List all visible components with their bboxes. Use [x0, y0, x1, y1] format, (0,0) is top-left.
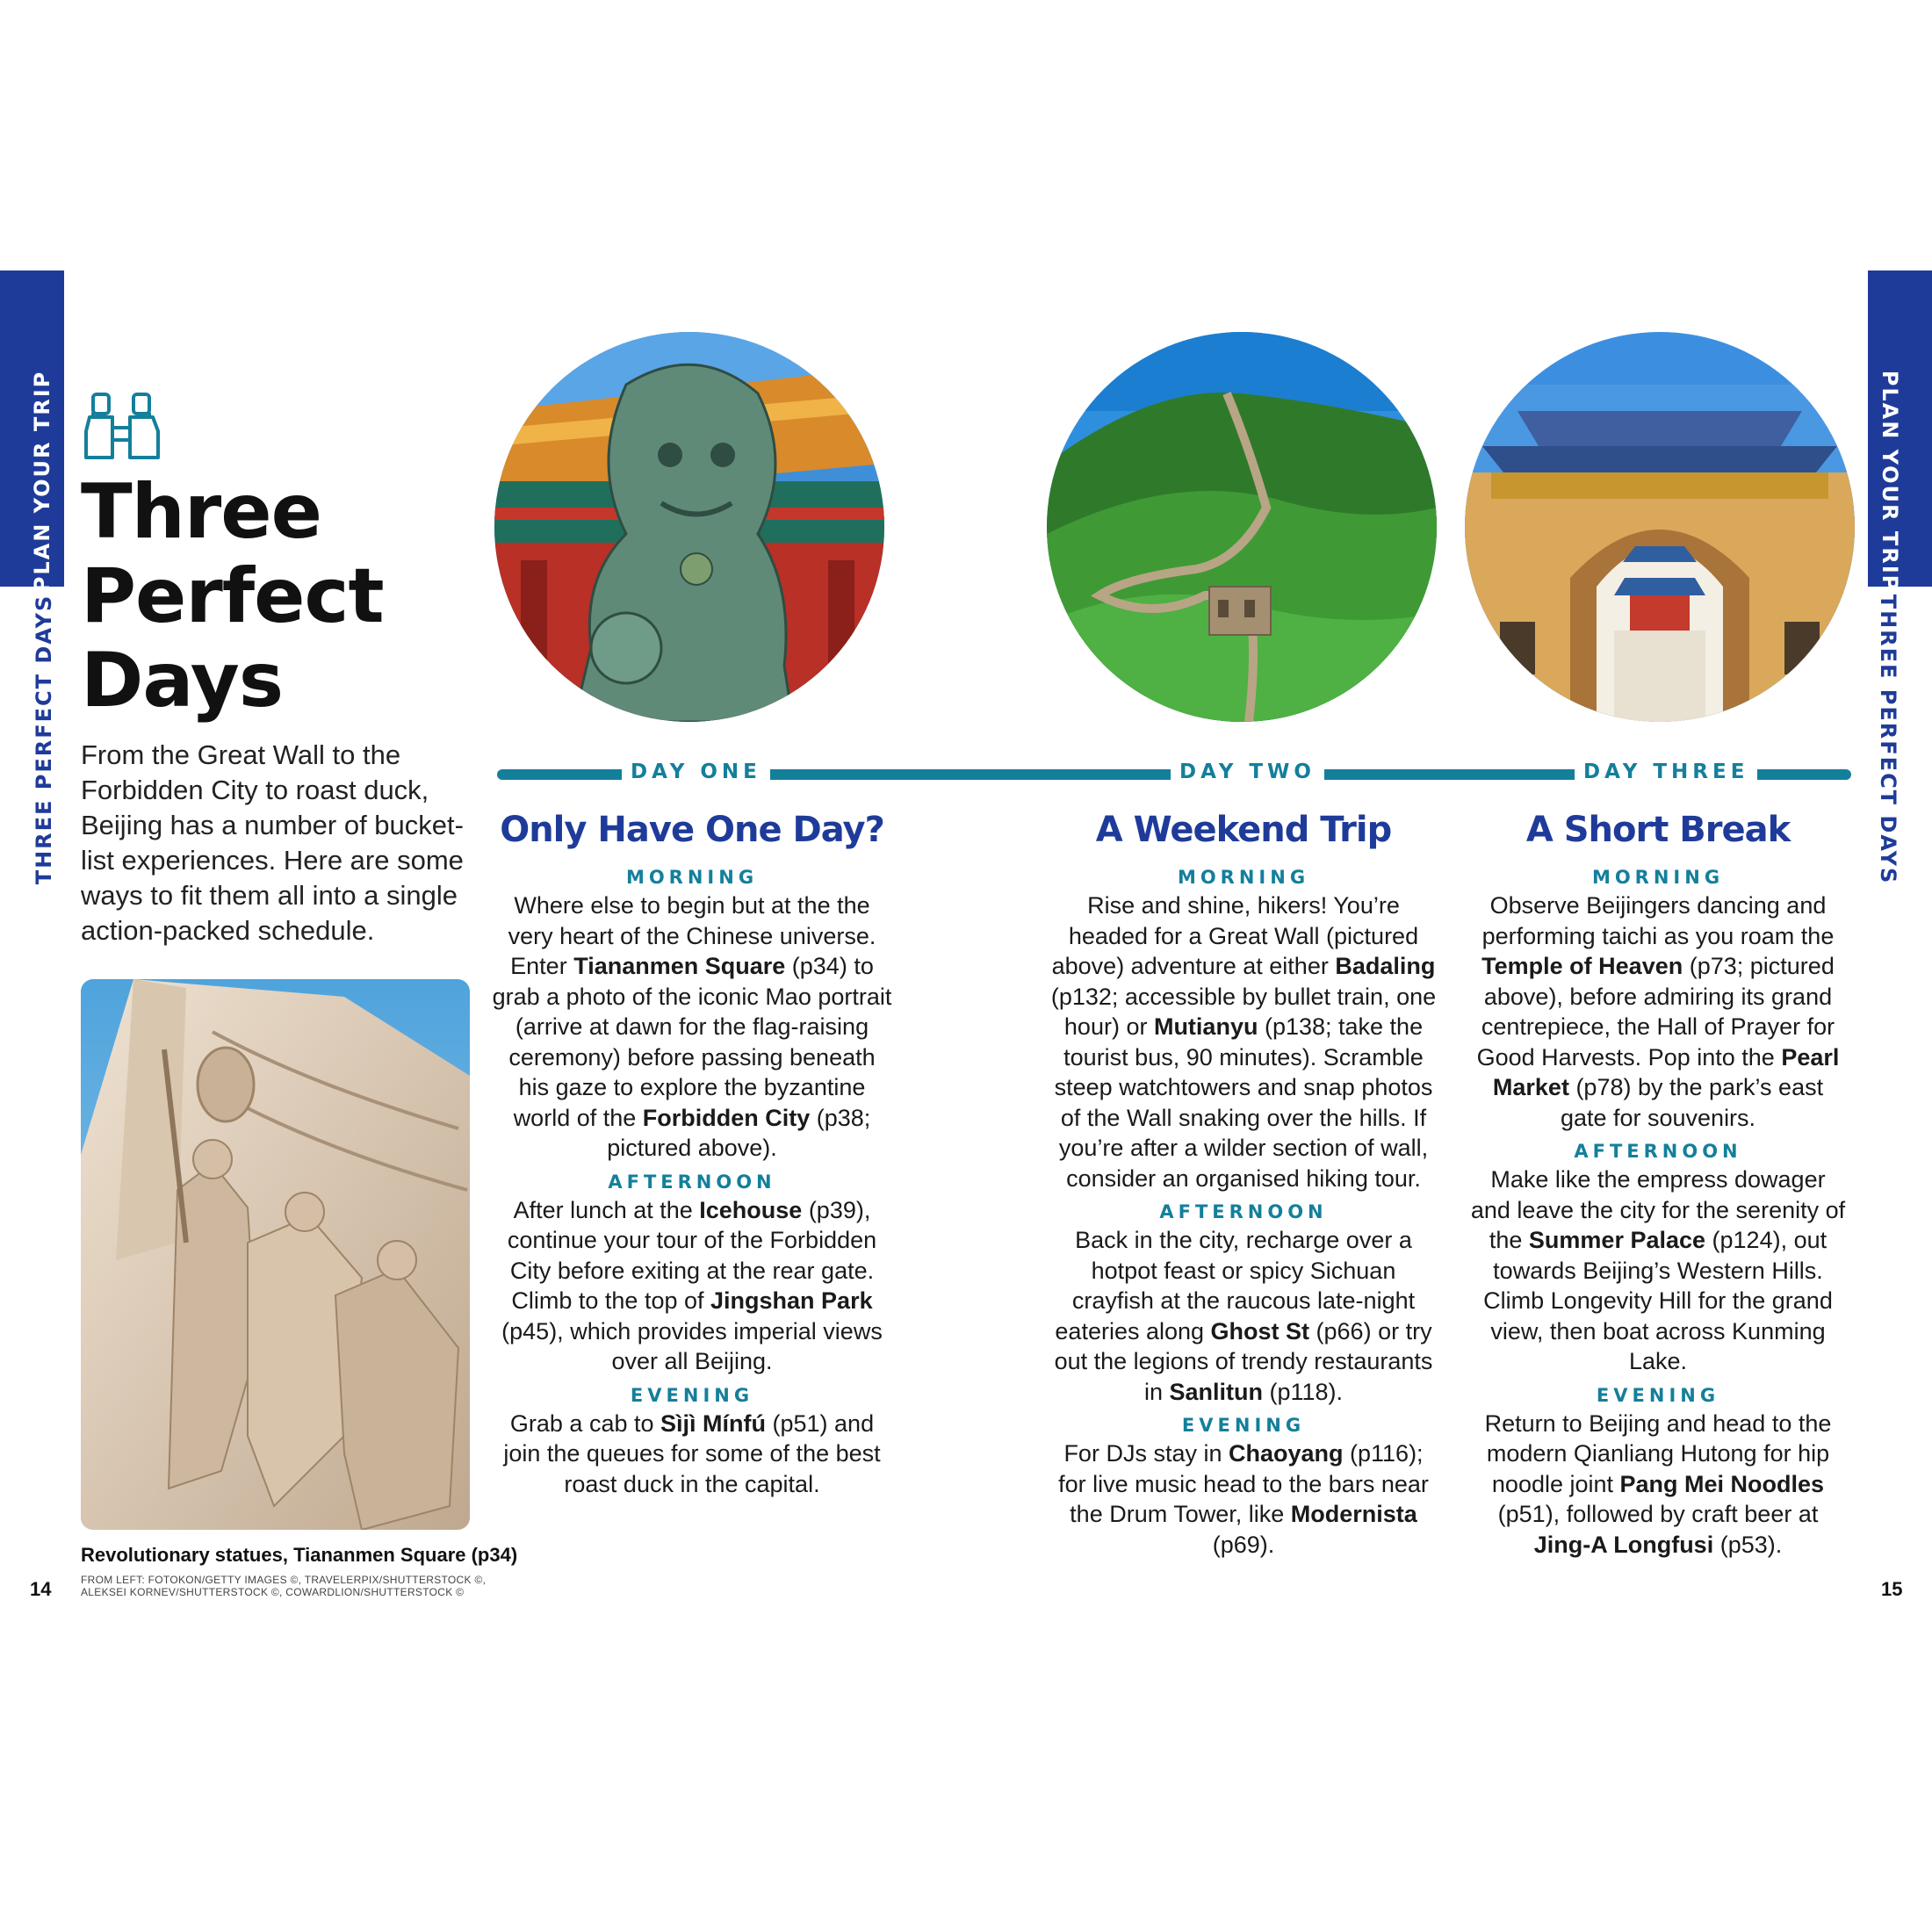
place-name: Pang Mei Noodles: [1619, 1470, 1825, 1497]
section-label-left: THREE PERFECT DAYS: [32, 594, 56, 885]
text-segment: (p116); for live music head to the bars near the Drum Tower, like: [1058, 1440, 1429, 1527]
text-segment: (p124), out towards Beijing’s Western Hills. Climb Longevity Hill for the grand view, then boat across Kunming Lake.: [1483, 1227, 1833, 1374]
day-two-label: DAY TWO: [1171, 761, 1324, 783]
text-segment: (p73; pictured above), before admiring its grand centrepiece, the Hall of Prayer for Good Harvests. Pop into the: [1476, 953, 1835, 1071]
text-segment: Rise and shine, hikers! You’re headed for a Great Wall (pictured above) adventure at either: [1051, 892, 1419, 979]
text-segment: (p51), followed by craft beer at: [1497, 1501, 1819, 1527]
place-name: Pearl Market: [1492, 1043, 1840, 1100]
photo-credits: [81, 1574, 573, 1598]
text-segment: (p53).: [1713, 1531, 1783, 1558]
section-text: [1048, 1438, 1439, 1560]
place-name: Tiananmen Square: [573, 953, 786, 979]
text-segment: (p66) or try out the legions of trendy restaurants in: [1054, 1317, 1433, 1405]
place-name: Sìjì Mínfú: [660, 1409, 766, 1437]
page-number-left: 14: [30, 1578, 52, 1600]
page-number-right: 15: [1881, 1578, 1903, 1600]
section-text: [1468, 890, 1848, 1133]
place-name: Chaoyang: [1228, 1440, 1344, 1467]
day-one-column: [492, 806, 892, 1499]
section-heading: MORNING: [1177, 867, 1310, 888]
text-segment: Make like the empress dowager and leave the city for the serenity of the: [1470, 1166, 1846, 1253]
title-line-1: Three: [81, 468, 321, 556]
place-name: Forbidden City: [642, 1104, 811, 1131]
place-name: Sanlitun: [1169, 1378, 1263, 1405]
text-segment: (p38; pictured above).: [607, 1104, 871, 1161]
day-three-column: [1468, 806, 1848, 1560]
great-wall-photo: [1047, 332, 1437, 722]
day-title: Only Have One Day?: [500, 810, 884, 850]
place-name: Mutianyu: [1153, 1013, 1258, 1040]
section-text: [1048, 1225, 1439, 1407]
binoculars-icon: [81, 391, 169, 461]
place-name: Temple of Heaven: [1481, 953, 1683, 979]
temple-of-heaven-photo: [1465, 332, 1855, 722]
plan-your-trip-label-right: PLAN YOUR TRIP: [1878, 370, 1902, 593]
section-heading: AFTERNOON: [1159, 1201, 1328, 1222]
photo-caption: Revolutionary statues, Tiananmen Square (p34): [81, 1544, 518, 1566]
section-text: [1048, 890, 1439, 1193]
day-one-label: DAY ONE: [622, 761, 770, 783]
section-heading: EVENING: [1181, 1415, 1306, 1436]
text-segment: (p69).: [1212, 1531, 1275, 1558]
day-three-label: DAY THREE: [1575, 761, 1757, 783]
text-segment: Return to Beijing and head to the modern Qianliang Hutong for hip noodle joint: [1484, 1409, 1832, 1497]
section-text: [492, 1195, 892, 1377]
place-name: Icehouse: [699, 1196, 803, 1223]
place-name: Modernista: [1290, 1501, 1417, 1527]
section-heading: EVENING: [630, 1384, 754, 1406]
guardian-lion-photo: [494, 332, 884, 722]
section-text: [1468, 1409, 1848, 1561]
intro-text: From the Great Wall to the Forbidden City to roast duck, Beijing has a number of bucket-list experiences. Here are some ways to fit them all into a single action-packed schedule.: [81, 739, 464, 946]
page-title: [81, 470, 467, 723]
place-name: Badaling: [1335, 953, 1436, 979]
section-text: [1468, 1164, 1848, 1377]
place-name: Ghost St: [1210, 1317, 1310, 1344]
place-name: Jingshan Park: [710, 1287, 873, 1314]
title-line-2: Perfect: [81, 552, 384, 640]
text-segment: (p78) by the park’s east gate for souvenirs.: [1560, 1074, 1824, 1131]
text-segment: For DJs stay in: [1063, 1440, 1229, 1467]
section-heading: MORNING: [1591, 867, 1725, 888]
section-heading: AFTERNOON: [1574, 1141, 1742, 1162]
place-name: Jing-A Longfusi: [1533, 1531, 1714, 1558]
day-title: A Short Break: [1525, 810, 1791, 850]
section-text: [492, 890, 892, 1164]
text-segment: (p45), which provides imperial views over all Beijing.: [501, 1317, 883, 1374]
day-two-column: [1048, 806, 1439, 1560]
section-text: [492, 1409, 892, 1500]
credits-line-2: ALEKSEI KORNEV/SHUTTERSTOCK ©, COWARDLION/SHUTTERSTOCK ©: [81, 1586, 465, 1598]
revolutionary-statues-photo: [81, 979, 470, 1530]
section-heading: EVENING: [1596, 1384, 1720, 1406]
text-segment: Back in the city, recharge over a hotpot feast or spicy Sichuan crayfish at the raucous late-night eateries along: [1055, 1227, 1416, 1344]
text-segment: (p34) to grab a photo of the iconic Mao portrait (arrive at dawn for the flag-raising ceremony) before passing beneath his gaze to explore the byzantine world of the: [492, 953, 892, 1131]
title-line-3: Days: [81, 637, 284, 724]
credits-line-1: FROM LEFT: FOTOKON/GETTY IMAGES ©, TRAVELERPIX/SHUTTERSTOCK ©,: [81, 1574, 487, 1586]
day-title: A Weekend Trip: [1095, 810, 1392, 850]
text-segment: Where else to begin but at the the very heart of the Chinese universe. Enter: [508, 892, 876, 979]
text-segment: Grab a cab to: [509, 1409, 661, 1437]
text-segment: (p51) and join the queues for some of the best roast duck in the capital.: [503, 1409, 881, 1497]
plan-your-trip-label-left: PLAN YOUR TRIP: [30, 370, 54, 593]
text-segment: (p132; accessible by bullet train, one hour) or: [1050, 983, 1437, 1040]
text-segment: After lunch at the: [513, 1196, 700, 1223]
section-label-right: THREE PERFECT DAYS: [1876, 594, 1900, 885]
text-segment: (p118).: [1262, 1378, 1344, 1405]
section-heading: AFTERNOON: [608, 1171, 776, 1193]
section-heading: MORNING: [625, 867, 759, 888]
text-segment: (p138; take the tourist bus, 90 minutes). Scramble steep watchtowers and snap photos of the Wall snaking over the hills. If you’re after a wilder section of wall, consider an organised hiking tour.: [1054, 1013, 1433, 1192]
place-name: Summer Palace: [1528, 1227, 1706, 1253]
text-segment: (p39), continue your tour of the Forbidden City before exiting at the rear gate. Climb to the top of: [507, 1196, 877, 1314]
text-segment: Observe Beijingers dancing and performing taichi as you roam the: [1481, 892, 1835, 949]
